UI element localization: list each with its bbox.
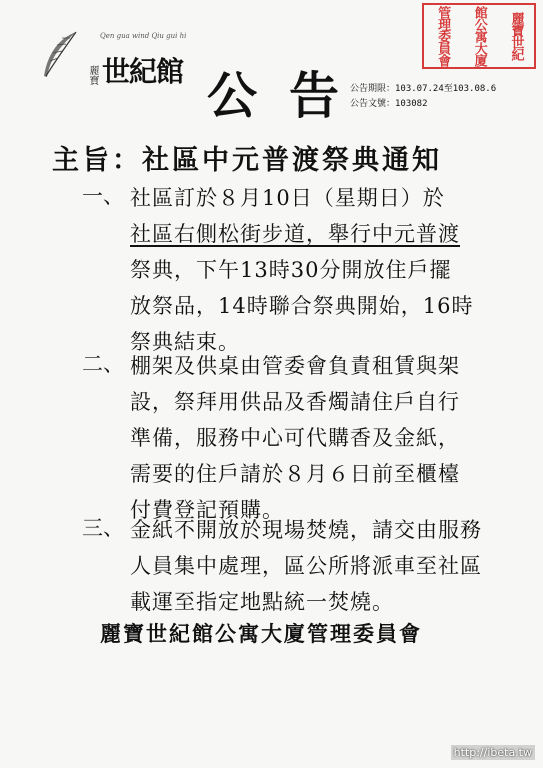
item-line: 需要的住戶請於８月６日前至櫃檯 [130, 462, 460, 486]
stamp-column: 麗寶世紀 [508, 12, 524, 60]
notice-doc-number: 公告文號：103082 [350, 99, 428, 109]
item-line: 放祭品，14時聯合祭典開始，16時 [130, 294, 474, 318]
item-line: 人員集中處理，區公所將派車至社區 [130, 554, 482, 578]
page-title: 公告 [207, 67, 371, 125]
notice-meta [350, 82, 496, 112]
item-line: 載運至指定地點統一焚燒。 [130, 590, 394, 614]
stamp-column: 管理委員會 [435, 6, 451, 66]
item-number: 二、 [82, 352, 124, 376]
notice-item-2 [130, 348, 460, 528]
item-line: 設，祭拜用供品及香燭請住戶自行 [130, 390, 460, 414]
item-line: 棚架及供桌由管委會負責租賃與架 [130, 354, 460, 378]
logo-script-text: Qen gua wind Qiu gui hi [100, 32, 187, 40]
item-line: 付費登記預購。 [130, 498, 284, 522]
stamp-column: 館公寓大廈 [471, 6, 487, 66]
logo-small-text: 麗寶 [87, 65, 98, 85]
item-line: 金紙不開放於現場焚燒，請交由服務 [130, 518, 482, 542]
committee-seal-stamp [422, 3, 536, 69]
notice-item-3 [130, 512, 482, 620]
item-line: 準備，服務中心可代購香及金紙， [130, 426, 460, 450]
item-number: 三、 [82, 516, 124, 540]
watermark: http://ibeta.tw [451, 745, 535, 760]
item-line: 社區訂於８月10日（星期日）於 [130, 186, 445, 210]
logo [40, 26, 185, 86]
notice-item-1 [130, 180, 473, 360]
notice-subject: 主旨：社區中元普渡祭典通知 [52, 145, 442, 176]
item-line: 祭典結束。 [130, 330, 240, 354]
feather-icon [40, 30, 80, 82]
item-line: 祭典，下午13時30分開放住戶擺 [130, 258, 452, 282]
item-number: 一、 [82, 184, 124, 208]
item-line: 社區右側松街步道，舉行中元普渡 [130, 222, 460, 246]
committee-signature: 麗寶世紀館公寓大廈管理委員會 [100, 622, 422, 646]
notice-period: 公告期限：103.07.24至103.08.6 [350, 84, 497, 94]
logo-name: 世紀館 [102, 55, 184, 88]
